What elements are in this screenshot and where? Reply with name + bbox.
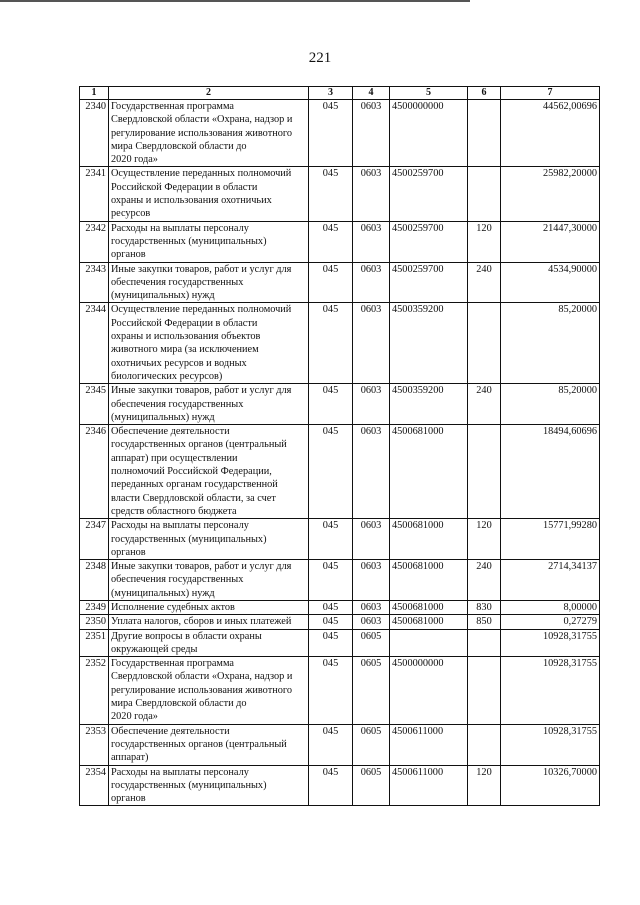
target-article-cell: 4500359200 — [390, 303, 468, 384]
row-number-cell: 2350 — [80, 615, 109, 629]
target-article-cell: 4500681000 — [390, 519, 468, 560]
expense-type-cell — [468, 629, 501, 657]
amount-cell: 0,27279 — [501, 615, 600, 629]
row-number-cell: 2351 — [80, 629, 109, 657]
header-row — [80, 87, 600, 100]
expense-type-cell: 830 — [468, 600, 501, 614]
row-name-line: охотничьих ресурсов и водных — [111, 357, 247, 369]
table-row — [80, 519, 600, 560]
row-name-cell — [109, 262, 309, 303]
row-number-cell: 2353 — [80, 724, 109, 765]
row-number-cell: 2340 — [80, 100, 109, 167]
row-name-line: Обеспечение деятельности — [111, 725, 230, 737]
amount-cell: 4534,90000 — [501, 262, 600, 303]
row-name-line: аппарат) — [111, 752, 149, 764]
table-row — [80, 100, 600, 167]
row-name-line: Осуществление переданных полномочий — [111, 304, 292, 316]
table-row — [80, 303, 600, 384]
section-code-cell: 0603 — [353, 262, 390, 303]
row-name-line: Свердловской области «Охрана, надзор и — [111, 671, 293, 683]
expense-type-cell: 120 — [468, 221, 501, 262]
table-row — [80, 657, 600, 724]
table-row — [80, 425, 600, 519]
expense-type-cell: 240 — [468, 560, 501, 601]
row-name-line: окружающей среды — [111, 643, 198, 655]
section-code-cell: 0603 — [353, 600, 390, 614]
amount-cell: 85,20000 — [501, 303, 600, 384]
row-number-cell: 2352 — [80, 657, 109, 724]
amount-cell: 21447,30000 — [501, 221, 600, 262]
ministry-code-cell: 045 — [309, 560, 353, 601]
amount-cell: 10928,31755 — [501, 657, 600, 724]
section-code-cell: 0603 — [353, 167, 390, 221]
header-col-3: 3 — [309, 87, 353, 100]
row-number-cell: 2341 — [80, 167, 109, 221]
table-row — [80, 560, 600, 601]
row-name-cell — [109, 724, 309, 765]
row-name-line: Осуществление переданных полномочий — [111, 168, 292, 180]
amount-cell: 25982,20000 — [501, 167, 600, 221]
expense-type-cell — [468, 657, 501, 724]
amount-cell: 8,00000 — [501, 600, 600, 614]
row-name-cell — [109, 600, 309, 614]
expense-type-cell: 850 — [468, 615, 501, 629]
section-code-cell: 0603 — [353, 425, 390, 519]
row-name-line: Российской Федерации в области — [111, 181, 258, 193]
expense-type-cell: 120 — [468, 519, 501, 560]
ministry-code-cell: 045 — [309, 519, 353, 560]
row-name-line: органов — [111, 546, 146, 558]
ministry-code-cell: 045 — [309, 303, 353, 384]
row-name-cell — [109, 384, 309, 425]
row-name-line: органов — [111, 249, 146, 261]
table-row — [80, 262, 600, 303]
row-name-line: средств областного бюджета — [111, 505, 237, 517]
row-name-cell — [109, 657, 309, 724]
table-row — [80, 600, 600, 614]
header-col-5: 5 — [390, 87, 468, 100]
expense-type-cell — [468, 100, 501, 167]
budget-table — [79, 86, 600, 806]
row-name-cell — [109, 221, 309, 262]
section-code-cell: 0605 — [353, 629, 390, 657]
expense-type-cell: 240 — [468, 262, 501, 303]
row-name-cell — [109, 425, 309, 519]
amount-cell: 2714,34137 — [501, 560, 600, 601]
amount-cell: 44562,00696 — [501, 100, 600, 167]
ministry-code-cell: 045 — [309, 657, 353, 724]
target-article-cell: 4500000000 — [390, 657, 468, 724]
amount-cell: 10928,31755 — [501, 724, 600, 765]
row-name-line: охраны и использования объектов — [111, 331, 261, 343]
row-name-line: 2020 года» — [111, 711, 158, 723]
target-article-cell: 4500681000 — [390, 600, 468, 614]
expense-type-cell — [468, 724, 501, 765]
ministry-code-cell: 045 — [309, 384, 353, 425]
section-code-cell: 0603 — [353, 519, 390, 560]
target-article-cell: 4500681000 — [390, 560, 468, 601]
amount-cell: 85,20000 — [501, 384, 600, 425]
row-number-cell: 2343 — [80, 262, 109, 303]
row-number-cell: 2354 — [80, 765, 109, 806]
row-name-cell — [109, 629, 309, 657]
row-name-line: Расходы на выплаты персоналу — [111, 520, 249, 532]
row-name-line: государственных органов (центральный — [111, 439, 287, 451]
table-row — [80, 615, 600, 629]
expense-type-cell — [468, 425, 501, 519]
row-name-line: Уплата налогов, сборов и иных платежей — [111, 616, 292, 628]
row-name-line: (муниципальных) нужд — [111, 587, 215, 599]
header-col-1: 1 — [80, 87, 109, 100]
row-name-cell — [109, 303, 309, 384]
row-name-line: охраны и использования охотничьих — [111, 195, 272, 207]
target-article-cell: 4500259700 — [390, 167, 468, 221]
header-col-7: 7 — [501, 87, 600, 100]
ministry-code-cell: 045 — [309, 100, 353, 167]
row-name-line: государственных органов (центральный — [111, 738, 287, 750]
section-code-cell: 0603 — [353, 303, 390, 384]
section-code-cell: 0603 — [353, 100, 390, 167]
ministry-code-cell: 045 — [309, 221, 353, 262]
row-name-line: обеспечения государственных — [111, 398, 244, 410]
section-code-cell: 0605 — [353, 724, 390, 765]
expense-type-cell: 120 — [468, 765, 501, 806]
table-row — [80, 629, 600, 657]
target-article-cell: 4500359200 — [390, 384, 468, 425]
row-name-cell — [109, 519, 309, 560]
expense-type-cell: 240 — [468, 384, 501, 425]
table-row — [80, 384, 600, 425]
row-name-line: государственных (муниципальных) — [111, 779, 267, 791]
target-article-cell: 4500000000 — [390, 100, 468, 167]
amount-cell: 10928,31755 — [501, 629, 600, 657]
table-row — [80, 765, 600, 806]
target-article-cell: 4500259700 — [390, 221, 468, 262]
row-name-line: Расходы на выплаты персоналу — [111, 222, 249, 234]
table-row — [80, 724, 600, 765]
row-name-line: (муниципальных) нужд — [111, 411, 215, 423]
row-name-cell — [109, 167, 309, 221]
row-name-line: обеспечения государственных — [111, 276, 244, 288]
target-article-cell: 4500611000 — [390, 765, 468, 806]
target-article-cell — [390, 629, 468, 657]
row-name-line: власти Свердловской области, за счет — [111, 492, 276, 504]
row-name-line: мира Свердловской области до — [111, 140, 247, 152]
expense-type-cell — [468, 303, 501, 384]
row-name-line: государственных (муниципальных) — [111, 533, 267, 545]
expense-type-cell — [468, 167, 501, 221]
row-name-line: регулирование использования животного — [111, 684, 292, 696]
row-name-line: биологических ресурсов) — [111, 370, 223, 382]
section-code-cell: 0603 — [353, 384, 390, 425]
row-name-line: 2020 года» — [111, 154, 158, 166]
row-name-cell — [109, 615, 309, 629]
ministry-code-cell: 045 — [309, 425, 353, 519]
row-name-line: Государственная программа — [111, 658, 234, 670]
table-row — [80, 221, 600, 262]
section-code-cell: 0603 — [353, 560, 390, 601]
target-article-cell: 4500681000 — [390, 615, 468, 629]
amount-cell: 18494,60696 — [501, 425, 600, 519]
section-code-cell: 0603 — [353, 221, 390, 262]
target-article-cell: 4500611000 — [390, 724, 468, 765]
section-code-cell: 0605 — [353, 765, 390, 806]
row-name-line: органов — [111, 793, 146, 805]
row-name-line: Другие вопросы в области охраны — [111, 630, 262, 642]
row-name-line: Иные закупки товаров, работ и услуг для — [111, 561, 292, 573]
target-article-cell: 4500259700 — [390, 262, 468, 303]
ministry-code-cell: 045 — [309, 629, 353, 657]
table-row — [80, 167, 600, 221]
ministry-code-cell: 045 — [309, 765, 353, 806]
row-name-line: мира Свердловской области до — [111, 698, 247, 710]
row-name-cell — [109, 100, 309, 167]
row-name-line: регулирование использования животного — [111, 127, 292, 139]
header-col-2: 2 — [109, 87, 309, 100]
row-number-cell: 2344 — [80, 303, 109, 384]
row-name-line: животного мира (за исключением — [111, 344, 259, 356]
row-name-line: Государственная программа — [111, 101, 234, 112]
row-number-cell: 2349 — [80, 600, 109, 614]
row-number-cell: 2345 — [80, 384, 109, 425]
header-col-6: 6 — [468, 87, 501, 100]
row-name-line: Свердловской области «Охрана, надзор и — [111, 114, 293, 126]
row-number-cell: 2342 — [80, 221, 109, 262]
row-name-line: Расходы на выплаты персоналу — [111, 766, 249, 778]
row-name-cell — [109, 560, 309, 601]
row-name-line: полномочий Российской Федерации, — [111, 466, 272, 478]
row-name-line: Обеспечение деятельности — [111, 426, 230, 438]
section-code-cell: 0603 — [353, 615, 390, 629]
amount-cell: 10326,70000 — [501, 765, 600, 806]
row-name-cell — [109, 765, 309, 806]
section-code-cell: 0605 — [353, 657, 390, 724]
ministry-code-cell: 045 — [309, 615, 353, 629]
row-name-line: аппарат) при осуществлении — [111, 452, 238, 464]
row-number-cell: 2347 — [80, 519, 109, 560]
row-number-cell: 2348 — [80, 560, 109, 601]
amount-cell: 15771,99280 — [501, 519, 600, 560]
row-name-line: ресурсов — [111, 208, 151, 220]
row-name-line: обеспечения государственных — [111, 574, 244, 586]
row-name-line: (муниципальных) нужд — [111, 290, 215, 302]
page-number: 221 — [308, 50, 332, 66]
top-border-line — [0, 0, 470, 2]
row-name-line: Исполнение судебных актов — [111, 601, 235, 613]
row-name-line: государственных (муниципальных) — [111, 235, 267, 247]
row-number-cell: 2346 — [80, 425, 109, 519]
ministry-code-cell: 045 — [309, 600, 353, 614]
ministry-code-cell: 045 — [309, 167, 353, 221]
ministry-code-cell: 045 — [309, 724, 353, 765]
row-name-line: Российской Федерации в области — [111, 317, 258, 329]
ministry-code-cell: 045 — [309, 262, 353, 303]
header-col-4: 4 — [353, 87, 390, 100]
target-article-cell: 4500681000 — [390, 425, 468, 519]
row-name-line: Иные закупки товаров, работ и услуг для — [111, 385, 292, 397]
row-name-line: Иные закупки товаров, работ и услуг для — [111, 263, 292, 275]
row-name-line: переданных органам государственной — [111, 479, 278, 491]
